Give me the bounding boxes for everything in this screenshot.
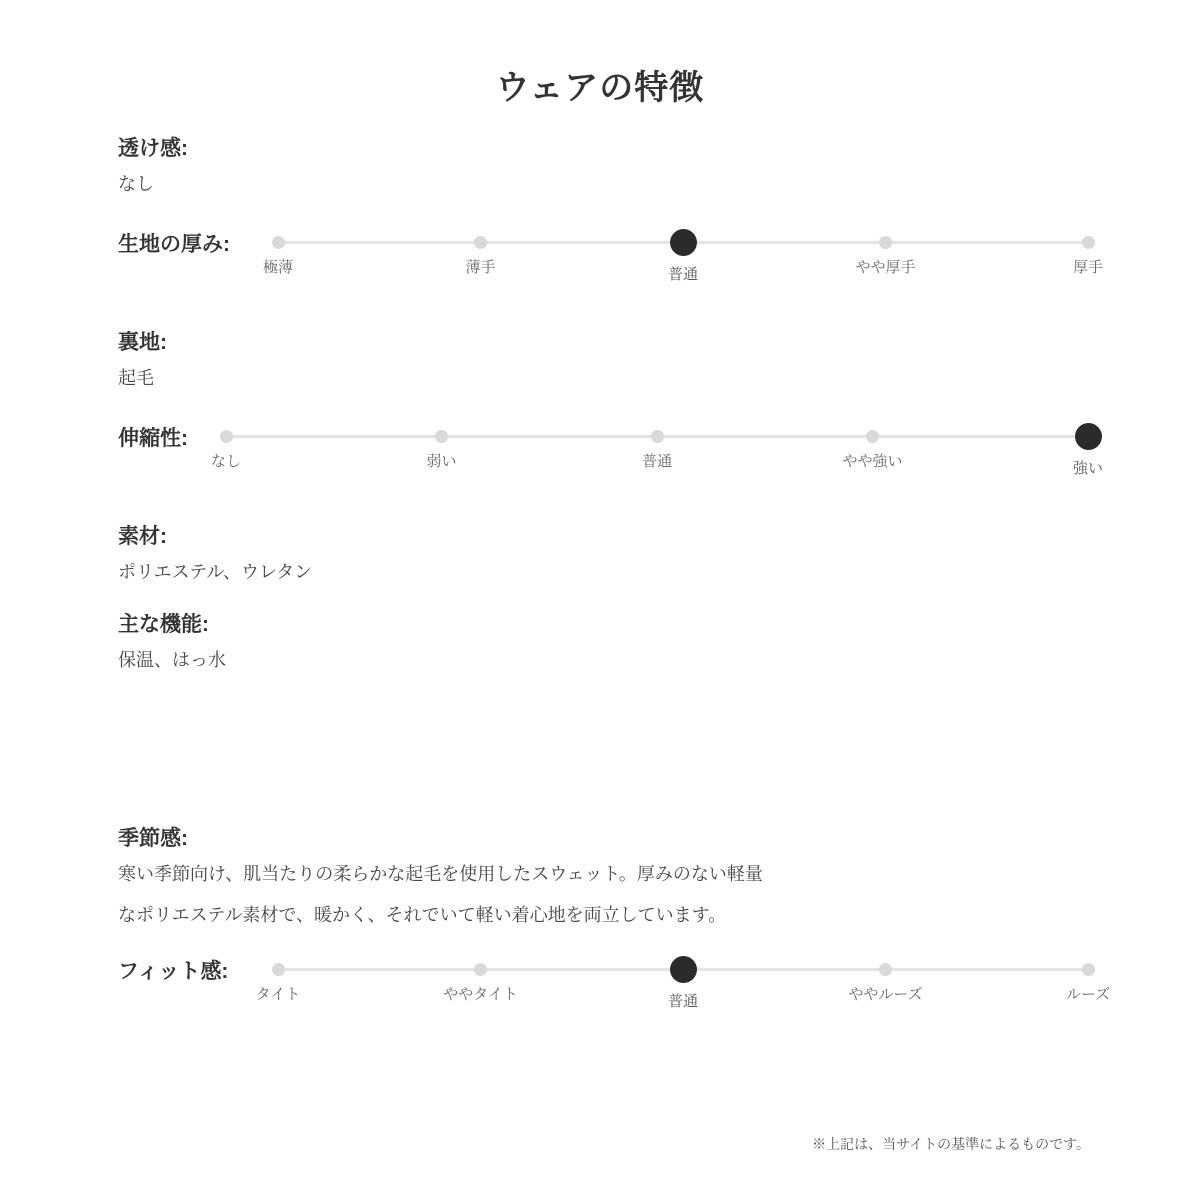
section-lining-label: 裏地: (118, 331, 167, 354)
scale-dot-icon (879, 236, 892, 249)
scale-dot-active-icon (670, 229, 697, 256)
section-material (118, 524, 312, 586)
section-function (118, 612, 226, 674)
scale-dot-active-icon (670, 956, 697, 983)
section-sheer-label: 透け感: (118, 137, 188, 160)
scale-dot-icon (651, 430, 664, 443)
scale-stretch-tick-3[interactable]: やや強い (813, 422, 933, 471)
scale-thickness-tick-0[interactable]: 極薄 (218, 228, 338, 277)
section-season-line-2: なポリエステル素材で、暖かく、それでいて軽い着心地を両立しています。 (118, 905, 727, 926)
scale-dot-icon (1082, 236, 1095, 249)
section-season (118, 826, 763, 943)
scale-dot-icon (474, 236, 487, 249)
scale-stretch (118, 422, 1108, 482)
section-season-label: 季節感: (118, 827, 188, 850)
section-material-value: ポリエステル、ウレタン (118, 562, 313, 583)
section-sheer (118, 136, 188, 198)
scale-fit (118, 955, 1111, 1015)
scale-dot-icon (474, 963, 487, 976)
scale-stretch-track-wrap (210, 422, 1103, 482)
page-title: ウェアの特徴 (495, 69, 705, 107)
section-function-value: 保温、はっ水 (118, 650, 226, 671)
section-season-value (118, 861, 763, 929)
scale-stretch-tick-2[interactable]: 普通 (597, 422, 717, 471)
scale-fit-tick-2[interactable]: 普通 (623, 955, 743, 1011)
scale-dot-active-icon (1075, 423, 1102, 450)
scale-thickness-tick-4[interactable]: 厚手 (1028, 228, 1148, 277)
scale-dot-icon (866, 430, 879, 443)
section-sheer-value: なし (118, 174, 154, 195)
scale-dot-icon (272, 236, 285, 249)
scale-fit-tick-4[interactable]: ルーズ (1028, 955, 1148, 1004)
scale-stretch-label: 伸縮性: (118, 427, 188, 450)
scale-dot-icon (220, 430, 233, 443)
scale-thickness-label: 生地の厚み: (118, 233, 230, 256)
section-lining (118, 330, 167, 392)
scale-dot-icon (272, 963, 285, 976)
scale-thickness-tick-2[interactable]: 普通 (623, 228, 743, 284)
footnote: ※上記は、当サイトの基準によるものです。 (812, 1136, 1090, 1152)
scale-dot-icon (1082, 963, 1095, 976)
scale-fit-tick-3[interactable]: ややルーズ (826, 955, 946, 1004)
scale-thickness-tick-3[interactable]: やや厚手 (826, 228, 946, 277)
scale-thickness-track-wrap (262, 228, 1103, 288)
scale-stretch-tick-1[interactable]: 弱い (382, 422, 502, 471)
scale-stretch-tick-4[interactable]: 強い (1028, 422, 1148, 478)
scale-stretch-tick-0[interactable]: なし (166, 422, 286, 471)
scale-thickness-tick-1[interactable]: 薄手 (421, 228, 541, 277)
scale-thickness (118, 228, 1108, 288)
section-season-line-1: 寒い季節向け、肌当たりの柔らかな起毛を使用したスウェット。厚みのない軽量 (118, 864, 763, 885)
section-lining-value: 起毛 (118, 368, 154, 389)
scale-fit-track-wrap (255, 955, 1111, 1015)
scale-fit-label: フィット感: (118, 960, 229, 983)
scale-dot-icon (879, 963, 892, 976)
scale-fit-tick-0[interactable]: タイト (218, 955, 338, 1004)
scale-fit-tick-1[interactable]: ややタイト (421, 955, 541, 1004)
scale-dot-icon (435, 430, 448, 443)
section-function-label: 主な機能: (118, 613, 209, 636)
section-material-label: 素材: (118, 525, 167, 548)
